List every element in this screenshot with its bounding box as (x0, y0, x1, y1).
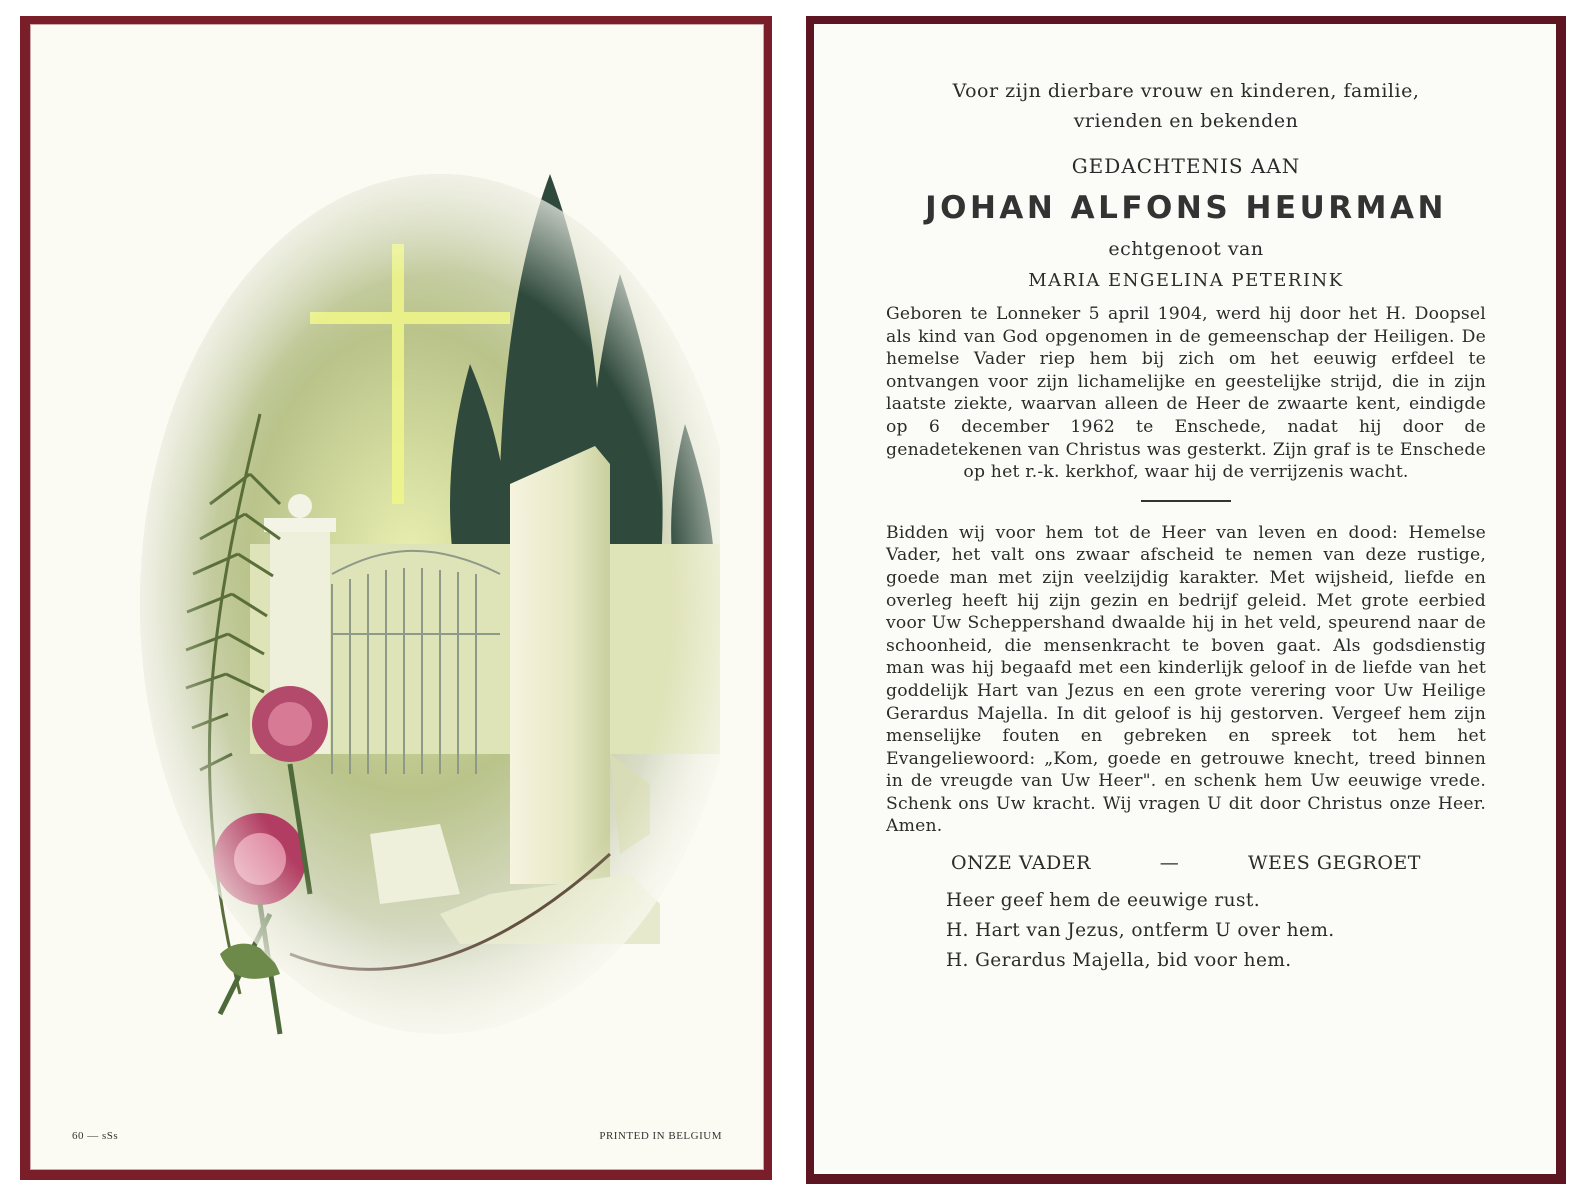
closing-line: H. Gerardus Majella, bid voor hem. (946, 950, 1292, 972)
memorial-illustration (140, 134, 720, 1074)
deceased-name: JOHAN ALFONS HEURMAN (925, 190, 1447, 226)
section-divider (1141, 500, 1231, 502)
prayer-dash: — (1159, 852, 1180, 875)
prayer-our-father: ONZE VADER (951, 852, 1091, 875)
closing-line: H. Hart van Jezus, ontferm U over hem. (946, 920, 1335, 942)
card-front-paper (30, 24, 764, 1170)
dedication-text: Voor zijn dierbare vrouw en kinderen, familie, vrienden en bekenden (952, 80, 1420, 132)
spouse-of-label: echtgenoot van (1108, 238, 1264, 260)
prayers-row (951, 852, 1421, 874)
in-memory-heading: GEDACHTENIS AAN (1071, 154, 1301, 178)
card-back-paper (814, 24, 1556, 1174)
closing-line: Heer geef hem de eeuwige rust. (946, 890, 1260, 912)
spouse-name: MARIA ENGELINA PETERINK (1028, 270, 1344, 291)
closing-invocations (946, 886, 1486, 976)
memorial-card-front (20, 16, 772, 1180)
prayer-hail-mary: WEES GEGROET (1248, 852, 1421, 875)
memorial-card-back (806, 16, 1566, 1184)
prayer-paragraph: Bidden wij voor hem tot de Heer van leven en dood: Hemelse Vader, het valt ons zwaar afscheid te nemen van deze rustige, goede man met zijn veelzijdig karakter. Met wijsheid, liefde en overleg heeft hij zijn gezin en bedrijf geleid. Met grote eerbied voor Uw Scheppershand dwaalde hij in het veld, speurend naar de schoonheid, die mensenkracht te boven gaat. Als godsdienstig man was hij begaafd met een kinderlijk geloof in de liefde van het goddelijk Hart van Jezus en een grote verering voor Uw Heilige Gerardus Majella. In dit geloof is hij gestorven. Vergeef hem zijn menselijke fouten en gebreken en spreek tot hem het Evangeliewoord: „Kom, goede en getrouwe knecht, treed binnen in de vreugde van Uw Heer". en schenk hem Uw eeuwige vrede. Schenk ons Uw kracht. Wij vragen U dit door Christus onze Heer. Amen. (886, 522, 1486, 837)
printer-note: PRINTED IN BELGIUM (599, 1130, 722, 1142)
biography-paragraph: Geboren te Lonneker 5 april 1904, werd hij door het H. Doopsel als kind van God opgenomen in de gemeenschap der Heiligen. De hemelse Vader riep hem bij zich om het eeuwig erfdeel te ontvangen voor zijn lichamelijke en geestelijke strijd, die in zijn laatste ziekte, waarvan alleen de Heer de zwaarte kent, eindigde op 6 december 1962 te Enschede, nadat hij door de genadetekenen van Christus was gesterkt. Zijn graf is te Enschede op het r.-k. kerkhof, waar hij de verrijzenis wacht. (886, 304, 1486, 483)
catalog-number: 60 — sSs (72, 1130, 119, 1142)
